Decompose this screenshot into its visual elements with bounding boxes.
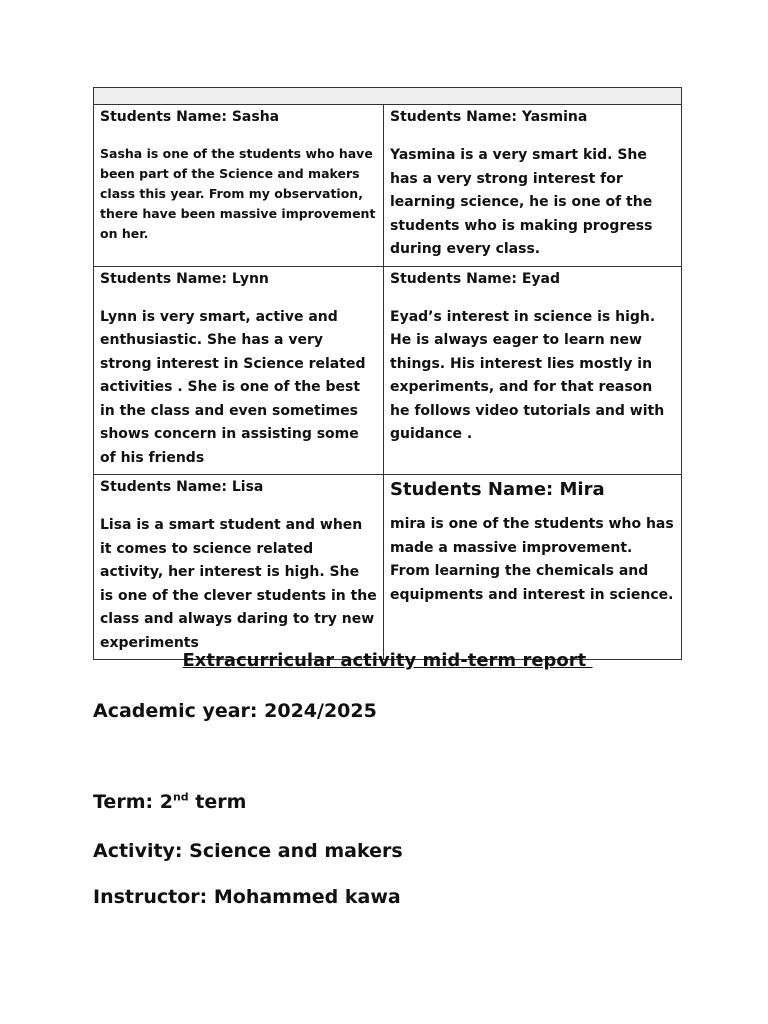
student-cell-yasmina — [384, 105, 682, 267]
student-cell-eyad — [384, 266, 682, 475]
report-title: Extracurricular activity mid-term report — [182, 650, 593, 671]
table-header-cell — [94, 88, 682, 105]
academic-year: Academic year: 2024/2025 — [93, 700, 377, 722]
instructor-line: Instructor: Mohammed kawa — [93, 886, 401, 908]
table-row — [94, 105, 682, 267]
student-name: Students Name: Lynn — [100, 270, 269, 287]
student-name: Students Name: Sasha — [100, 109, 280, 125]
student-comments-table — [93, 87, 682, 660]
table-row — [94, 266, 682, 475]
student-name: Students Name: Mira — [390, 479, 605, 500]
student-name: Students Name: Eyad — [390, 270, 561, 287]
term-prefix: Term: 2 — [93, 791, 173, 813]
student-comment: Lisa is a smart student and when it comes to science related activity, her interest is high. She is one of the clever students in the class and always daring to try new experiments — [100, 517, 377, 651]
term-line — [93, 791, 246, 813]
term-superscript: nd — [172, 790, 189, 804]
term-suffix: term — [188, 791, 247, 813]
student-cell-lynn — [94, 266, 384, 475]
student-cell-sasha — [94, 105, 384, 267]
student-name: Students Name: Yasmina — [390, 109, 588, 125]
student-comment: Eyad’s interest in science is high. He is always eager to learn new things. His interest lies mostly in experiments, and for that reason he follows video tutorials and with guidance . — [390, 308, 665, 442]
student-name: Students Name: Lisa — [100, 479, 264, 495]
student-cell-lisa — [94, 475, 384, 660]
table-header-row — [94, 88, 682, 105]
student-cell-mira — [384, 475, 682, 660]
student-comment: Sasha is one of the students who have been part of the Science and makers class this year. From my observation, there have been massive improvement on her. — [100, 146, 376, 241]
student-comment: mira is one of the students who has made a massive improvement. From learning the chemicals and equipments and interest in science. — [390, 516, 674, 603]
table-row — [94, 475, 682, 660]
student-comment: Lynn is very smart, active and enthusiastic. She has a very strong interest in Science related activities . She is one of the best in the class and even sometimes shows concern in assisting some of his friends — [100, 308, 366, 466]
activity-line: Activity: Science and makers — [93, 840, 403, 862]
student-comment: Yasmina is a very smart kid. She has a very strong interest for learning science, he is one of the students who is making progress during every class. — [390, 147, 653, 257]
